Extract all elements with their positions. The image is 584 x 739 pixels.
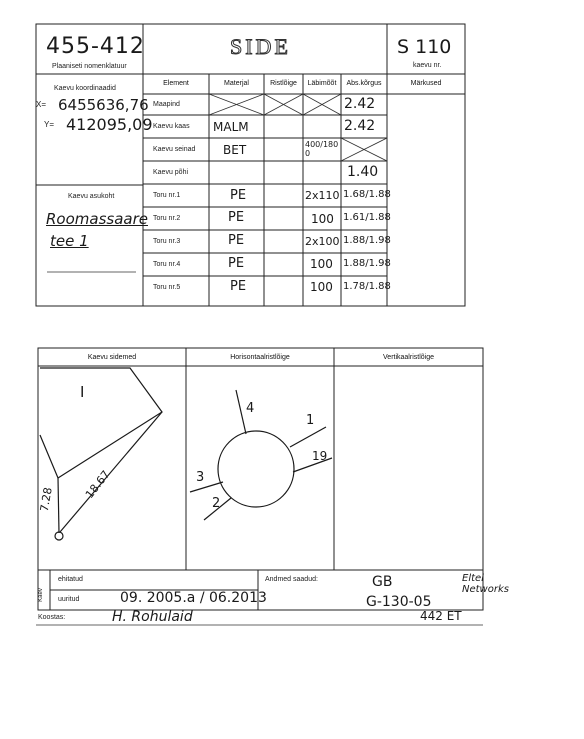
row-abs-height: 1.40 [347,164,379,180]
col-header-cross-section: Ristlõige [270,80,297,87]
row-diameter: 100 [310,280,333,294]
col-header-diameter: Läbimõõt [307,80,337,87]
row-material: PE [230,188,247,203]
horizontal-section-label: Horisontaalristlõige [230,354,290,361]
col-header-abs-height: Abs.kõrgus [346,80,382,87]
form-title: SIDE [230,34,291,59]
row-diameter: 100 [310,257,333,271]
well-number-value: S 110 [397,36,452,58]
row-abs-height: 1.68/1.88 [343,189,391,200]
row-material: PE [228,233,245,248]
connections-length-2: 7.28 [37,486,55,513]
author-label: Koostas: [38,614,66,621]
pipe-number-3: 3 [196,470,205,485]
pipe-number-4: 4 [246,401,255,416]
row-element: Kaevu põhi [153,169,189,176]
author-value: H. Rohulaid [112,609,193,625]
nomenclature-value: 455-412 [46,34,145,59]
col-header-material: Materjal [224,80,249,87]
well-number-label: kaevu nr. [413,62,442,69]
row-element: Maapind [153,101,180,108]
row-abs-height: 1.88/1.98 [343,235,391,246]
row-abs-height: 1.88/1.98 [343,258,391,269]
row-diameter: 2x100 [305,235,340,248]
row-material: PE [228,256,245,271]
row-material: PE [228,210,245,225]
vertical-section-label: Vertikaalristlõige [383,354,434,361]
coordinates-label: Kaevu koordinaadid [54,85,116,92]
row-abs-height: 2.42 [344,96,376,112]
row-element: Toru nr.2 [153,215,181,222]
row-abs-height: 1.78/1.88 [343,281,391,292]
row-element: Toru nr.1 [153,192,181,199]
y-coordinate: 412095,09 [66,115,153,134]
connections-label: Kaevu sidemed [87,354,137,361]
row-material: PE [230,279,247,294]
row-diameter: 100 [311,212,334,226]
pipe-number-19: 19 [312,449,328,463]
data-source-label: Andmed saadud: [265,576,318,583]
x-coordinate: 6455636,76 [58,96,149,114]
row-abs-height: 1.61/1.88 [343,212,391,223]
y-prefix: Y= [44,120,55,129]
row-diameter: 400/1800 [305,140,339,158]
row-diameter: 2x110 [305,189,340,202]
location-label: Kaevu asukoht [68,193,115,200]
row-element: Kaevu seinad [153,146,196,153]
col-header-element: Element [163,80,189,87]
row-element: Toru nr.3 [153,238,181,245]
surveyed-date: 09. 2005.a / 06.2013 [120,590,267,606]
signature-note: Eltel Networks [462,573,509,595]
row-element: Kaevu kaas [153,123,190,130]
data-source-code: G-130-05 [366,594,432,610]
row-abs-height: 2.42 [344,118,376,134]
sheet-code: 442 ET [420,609,462,623]
x-prefix: X= [36,100,47,109]
pipe-number-2: 2 [212,496,221,511]
data-source-value: GB [372,574,393,590]
connections-roman-mark: I [80,383,85,401]
row-element: Toru nr.4 [153,261,181,268]
surveyed-label: uuritud [58,596,80,603]
connections-length-1: 18.67 [82,468,113,501]
built-label: ehitatud [58,576,83,583]
nomenclature-label: Plaaniseti nomenklatuur [52,63,127,70]
row-material: BET [223,143,247,157]
footer-side-label: Kaev [37,588,44,602]
row-element: Toru nr.5 [153,284,181,291]
row-material: MALM [213,120,249,134]
location-line-1: Roomassaare [46,210,148,228]
pipe-number-1: 1 [306,413,315,428]
location-line-2: tee 1 [50,232,89,250]
col-header-remarks: Märkused [410,80,442,87]
